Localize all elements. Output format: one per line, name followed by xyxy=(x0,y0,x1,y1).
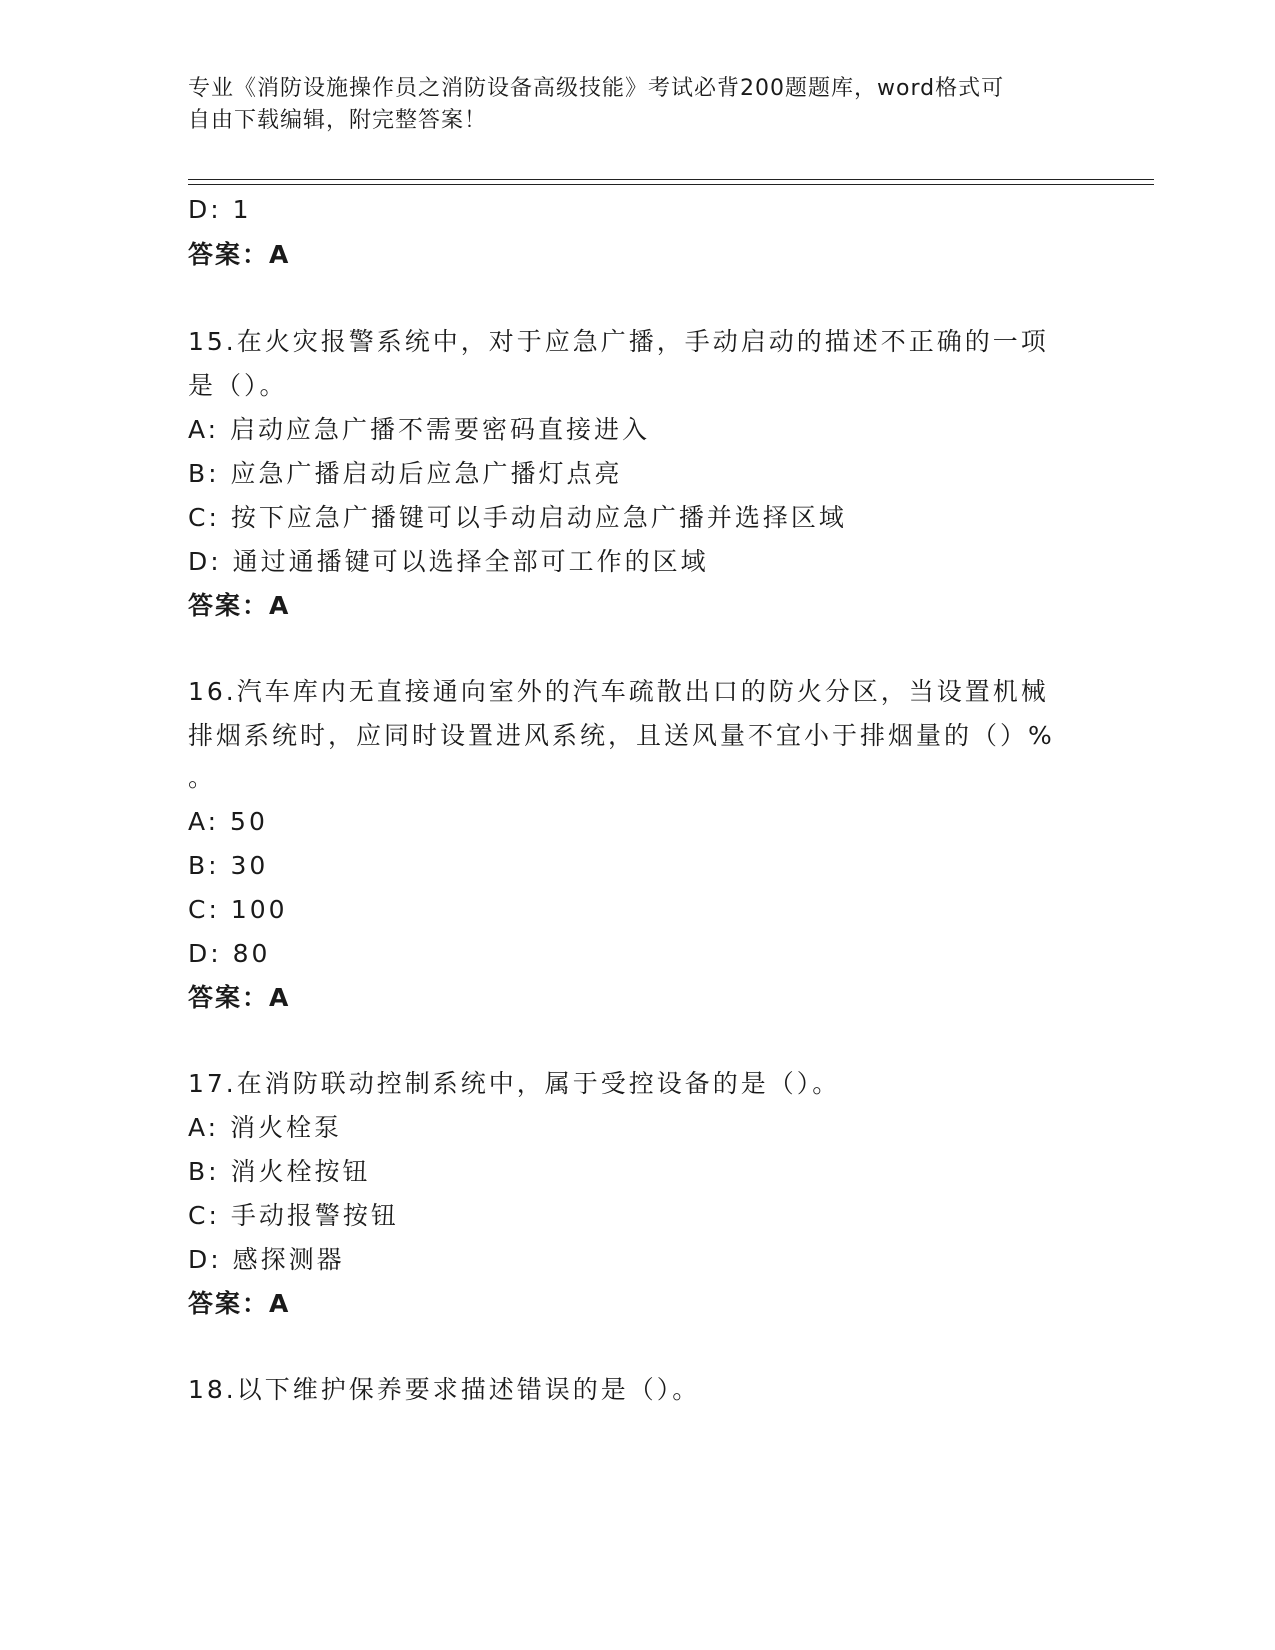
q17-option-a: A: 消火栓泵 xyxy=(188,1113,343,1142)
q16-stem-line-1: 16.汽车库内无直接通向室外的汽车疏散出口的防火分区，当设置机械 xyxy=(188,677,1049,706)
page-header xyxy=(188,73,1088,137)
q16-option-b: B: 30 xyxy=(188,851,269,880)
q17-answer: 答案：A xyxy=(188,1289,291,1318)
header-line-2: 自由下载编辑，附完整答案！ xyxy=(188,108,488,133)
q16-option-a: A: 50 xyxy=(188,807,268,836)
q16-option-d: D: 80 xyxy=(188,939,271,968)
q16-stem-line-2: 排烟系统时，应同时设置进风系统，且送风量不宜小于排烟量的（）% xyxy=(188,721,1055,750)
q17-stem-line-1: 17.在消防联动控制系统中，属于受控设备的是（）。 xyxy=(188,1069,841,1098)
q15-stem-line-2: 是（）。 xyxy=(188,371,288,400)
header-line-1: 专业《消防设施操作员之消防设备高级技能》考试必背200题题库，word格式可 xyxy=(188,76,1005,101)
q17-option-b: B: 消火栓按钮 xyxy=(188,1157,371,1186)
q15-option-b: B: 应急广播启动后应急广播灯点亮 xyxy=(188,459,623,488)
q15-option-c: C: 按下应急广播键可以手动启动应急广播并选择区域 xyxy=(188,503,847,532)
q15-answer: 答案：A xyxy=(188,591,291,620)
q17-option-c: C: 手动报警按钮 xyxy=(188,1201,399,1230)
prev-answer: 答案：A xyxy=(188,240,291,269)
q15-stem-line-1: 15.在火灾报警系统中，对于应急广播，手动启动的描述不正确的一项 xyxy=(188,327,1049,356)
q15-option-d: D: 通过通播键可以选择全部可工作的区域 xyxy=(188,547,709,576)
prev-option-d: D: 1 xyxy=(188,195,252,224)
header-rule-bottom xyxy=(188,184,1154,185)
q17-option-d: D: 感探测器 xyxy=(188,1245,345,1274)
q15-option-a: A: 启动应急广播不需要密码直接进入 xyxy=(188,415,651,444)
q16-answer: 答案：A xyxy=(188,983,291,1012)
q16-option-c: C: 100 xyxy=(188,895,288,924)
header-rule-top xyxy=(188,179,1154,180)
q18-stem-line-1: 18.以下维护保养要求描述错误的是（）。 xyxy=(188,1375,701,1404)
q16-stem-line-3: 。 xyxy=(188,763,217,792)
